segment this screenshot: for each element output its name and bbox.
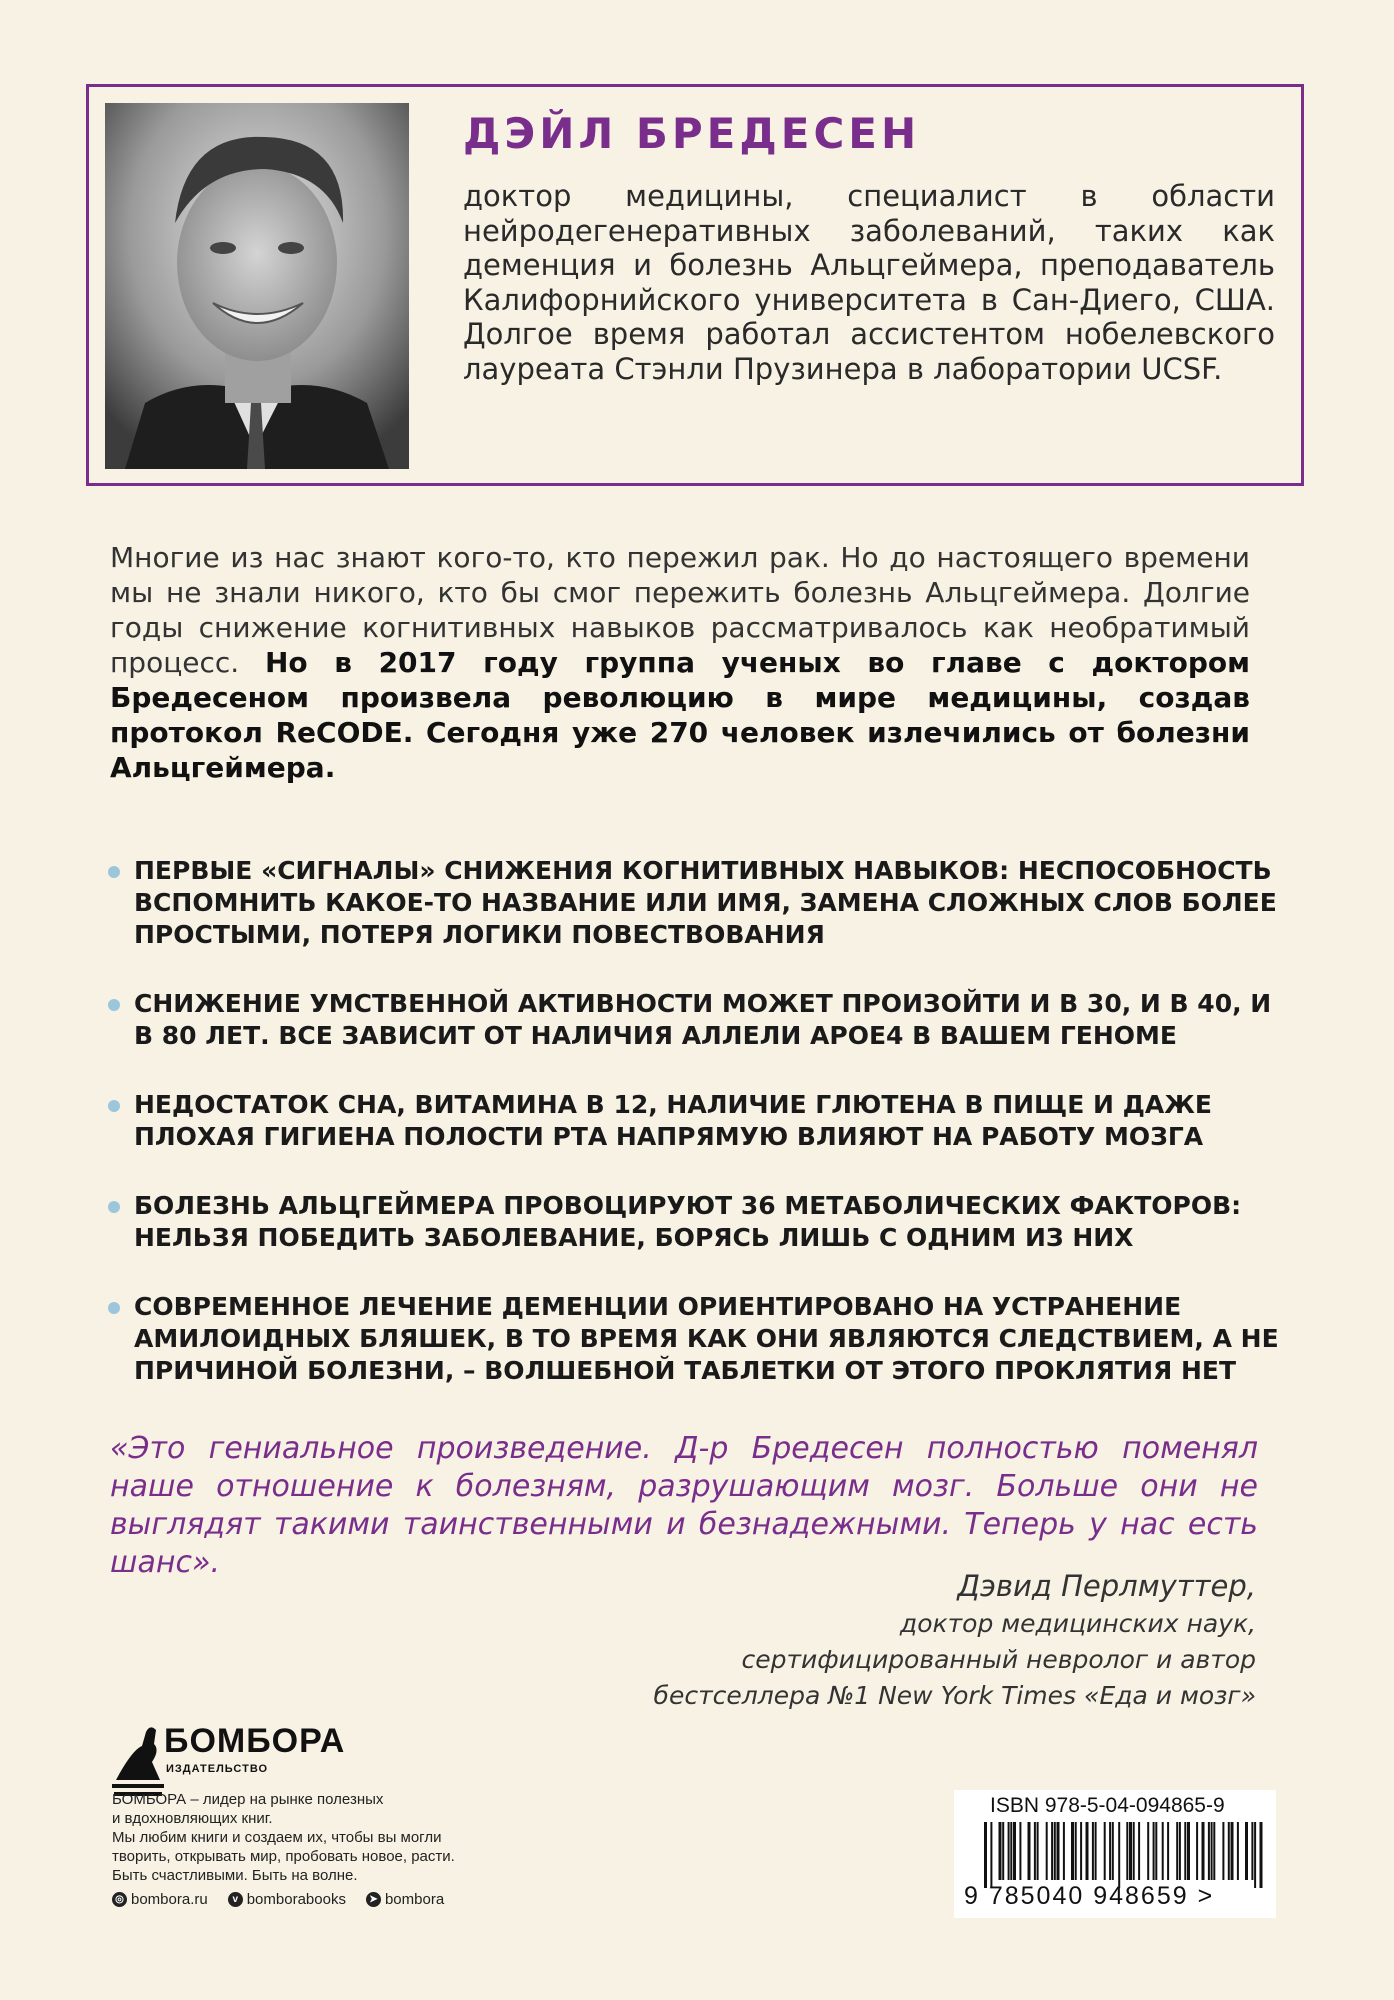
publisher-name: БОМБОРА bbox=[164, 1722, 346, 1760]
publisher-text-line: творить, открывать мир, пробовать новое, расти. bbox=[112, 1848, 455, 1865]
social-link-label: bomborabooks bbox=[246, 1891, 346, 1908]
bullet-dot-icon bbox=[108, 1302, 120, 1314]
list-item bbox=[104, 1190, 1284, 1254]
list-item-text: БОЛЕЗНЬ АЛЬЦГЕЙМЕРА ПРОВОЦИРУЮТ 36 МЕТАБОЛИЧЕСКИХ ФАКТОРОВ: НЕЛЬЗЯ ПОБЕДИТЬ ЗАБОЛЕВАНИЕ, БОРЯСЬ ЛИШЬ С ОДНИМ ИЗ НИХ bbox=[134, 1191, 1242, 1252]
social-link-vk[interactable] bbox=[228, 1891, 346, 1908]
author-box bbox=[86, 84, 1304, 486]
quote-author-name: Дэвид Перлмуттер, bbox=[957, 1569, 1256, 1603]
intro-paragraph bbox=[110, 540, 1250, 785]
bullet-dot-icon bbox=[108, 1100, 120, 1112]
quote-author-title: бестселлера №1 New York Times «Еда и мозг» bbox=[653, 1681, 1256, 1710]
publisher-text-line: Быть счастливыми. Быть на волне. bbox=[112, 1867, 358, 1884]
quote-author-title: доктор медицинских наук, bbox=[899, 1609, 1256, 1638]
intro-text: Многие из нас знают кого-то, кто пережил рак. Но до настоящего времени мы не знали никого, кто бы смог пережить болезнь Альцгеймера. Долгие годы снижение когнитивных навыков рассматривалось как необратимый процесс. bbox=[110, 541, 1250, 679]
vk-icon: v bbox=[228, 1892, 243, 1907]
publisher-subtitle: ИЗДАТЕЛЬСТВО bbox=[166, 1763, 269, 1775]
list-item-text: ПЕРВЫЕ «СИГНАЛЫ» СНИЖЕНИЯ КОГНИТИВНЫХ НАВЫКОВ: НЕСПОСОБНОСТЬ ВСПОМНИТЬ КАКОЕ-ТО НАЗВАНИЕ ИЛИ ИМЯ, ЗАМЕНА СЛОЖНЫХ СЛОВ БОЛЕЕ ПРОСТЫМИ, ПОТЕРЯ ЛОГИКИ ПОВЕСТВОВАНИЯ bbox=[134, 856, 1277, 949]
author-photo bbox=[105, 103, 409, 469]
list-item bbox=[104, 1291, 1284, 1387]
list-item-text: НЕДОСТАТОК СНА, ВИТАМИНА В 12, НАЛИЧИЕ ГЛЮТЕНА В ПИЩЕ И ДАЖЕ ПЛОХАЯ ГИГИЕНА ПОЛОСТИ РТА НАПРЯМУЮ ВЛИЯЮТ НА РАБОТУ МОЗГА bbox=[134, 1090, 1212, 1151]
intro-bold-text: Но в 2017 году группа ученых во главе с доктором Бредесеном произвела революцию в мире медицины, создав протокол ReCODE. Сегодня уже 270 человек излечились от болезни Альцгеймера. bbox=[110, 646, 1250, 784]
author-portrait bbox=[105, 103, 409, 469]
isbn-barcode bbox=[954, 1790, 1276, 1918]
author-bio: доктор медицины, специалист в области нейродегенеративных заболеваний, таких как деменция и болезнь Альцгеймера, преподаватель Калифорнийского университета в Сан-Диего, США. Долгое время работал ассистентом нобелевского лауреата Стэнли Прузинера в лаборатории UCSF. bbox=[463, 179, 1275, 386]
social-link-label: bombora bbox=[384, 1891, 445, 1908]
list-item bbox=[104, 988, 1284, 1052]
bullet-dot-icon bbox=[108, 866, 120, 878]
publisher-text-line: и вдохновляющих книг. bbox=[112, 1810, 273, 1827]
social-link-site[interactable] bbox=[112, 1891, 208, 1908]
list-item-text: СОВРЕМЕННОЕ ЛЕЧЕНИЕ ДЕМЕНЦИИ ОРИЕНТИРОВАНО НА УСТРАНЕНИЕ АМИЛОИДНЫХ БЛЯШЕК, В ТО ВРЕМЯ КАК ОНИ ЯВЛЯЮТСЯ СЛЕДСТВИЕМ, А НЕ ПРИЧИНОЙ БОЛЕЗНИ, – ВОЛШЕБНОЙ ТАБЛЕТКИ ОТ ЭТОГО ПРОКЛЯТИЯ НЕТ bbox=[134, 1292, 1279, 1385]
list-item bbox=[104, 1089, 1284, 1153]
bullet-dot-icon bbox=[108, 1201, 120, 1213]
isbn-number: ISBN 978-5-04-094865-9 bbox=[990, 1794, 1225, 1817]
list-item bbox=[104, 855, 1284, 951]
publisher-text-line: Мы любим книги и создаем их, чтобы вы могли bbox=[112, 1829, 442, 1846]
barcode-digits: 9 785040 948659 > bbox=[964, 1882, 1215, 1910]
telegram-icon: ➤ bbox=[366, 1892, 381, 1907]
bullet-dot-icon bbox=[108, 999, 120, 1011]
review-quote: «Это гениальное произведение. Д-р Бредесен полностью поменял наше отношение к болезням, разрушающим мозг. Больше они не выглядят такими таинственными и безнадежными. Теперь у нас есть шанс». bbox=[110, 1431, 1258, 1580]
quote-author-title: сертифицированный невролог и автор bbox=[741, 1645, 1256, 1674]
publisher-description bbox=[112, 1790, 592, 1885]
globe-icon: ◎ bbox=[112, 1892, 127, 1907]
publisher-text-line: БОМБОРА – лидер на рынке полезных bbox=[112, 1791, 384, 1808]
list-item-text: СНИЖЕНИЕ УМСТВЕННОЙ АКТИВНОСТИ МОЖЕТ ПРОИЗОЙТИ И В 30, И В 40, И В 80 ЛЕТ. ВСЕ ЗАВИСИТ ОТ НАЛИЧИЯ АЛЛЕЛИ АРОЕ4 В ВАШЕМ ГЕНОМЕ bbox=[134, 989, 1272, 1050]
author-name: ДЭЙЛ БРЕДЕСЕН bbox=[463, 109, 921, 158]
social-link-label: bombora.ru bbox=[131, 1891, 208, 1908]
quote-attribution bbox=[556, 1568, 1256, 1714]
facts-list bbox=[104, 855, 1284, 1424]
social-link-telegram[interactable] bbox=[366, 1891, 444, 1908]
social-links bbox=[112, 1891, 444, 1908]
